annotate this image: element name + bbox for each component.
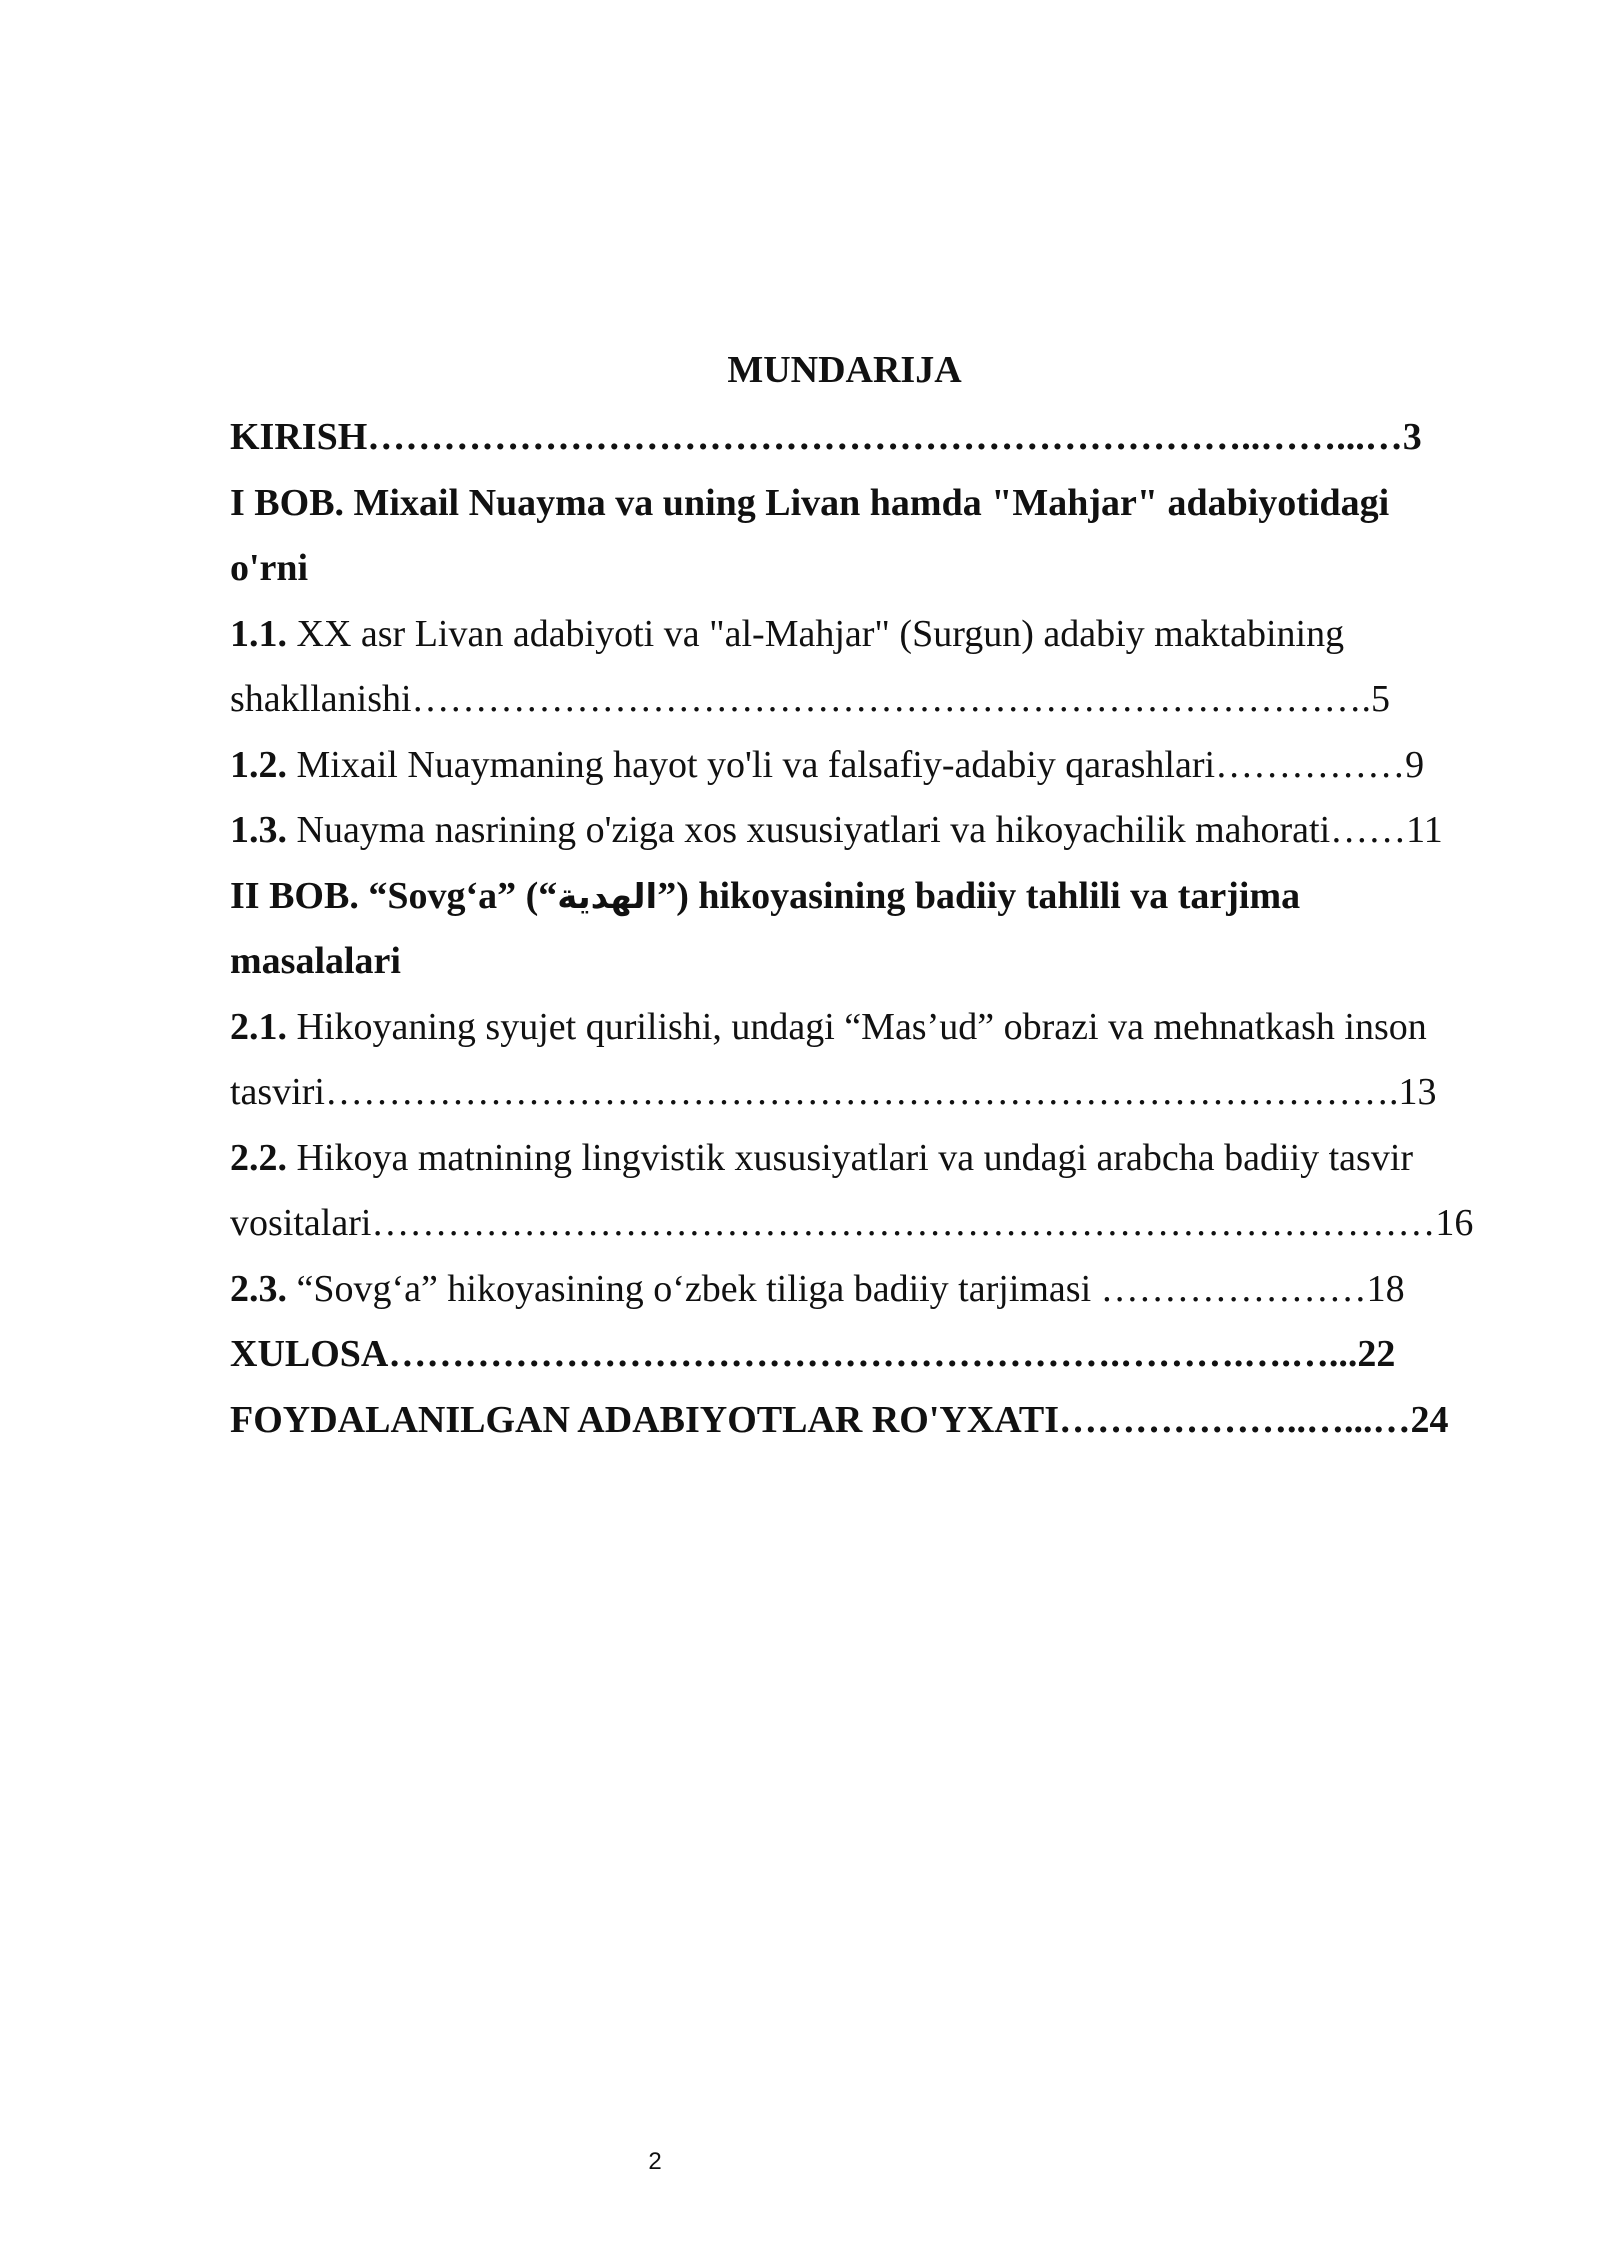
toc-leader-dots: ……………	[1215, 743, 1406, 786]
toc-chapter-text: II BOB. “Sovg‘a” (“	[230, 874, 558, 917]
toc-section-text: Mixail Nuaymaning hayot yo'li va falsafiy-adabiy qarashlari	[287, 743, 1216, 786]
arabic-title: الهدية	[557, 876, 658, 917]
toc-page-number: 3	[1402, 416, 1422, 458]
toc-section-text: XX asr Livan adabiyoti va "al-Mahjar" (Surgun) adabiy maktabining	[287, 612, 1345, 655]
toc-entry-1-1-cont	[230, 667, 1450, 733]
toc-label: FOYDALANILGAN ADABIYOTLAR RO'YXATI	[230, 1398, 1060, 1441]
toc-entry-2-1	[230, 995, 1450, 1061]
toc-leader-dots: ………………………………………………….……….….…...	[388, 1333, 1358, 1375]
toc-label: XULOSA	[230, 1333, 389, 1375]
page-title: MUNDARIJA	[727, 349, 962, 391]
toc-section-number: 2.2.	[230, 1136, 287, 1179]
toc-section-text: vositalari	[230, 1202, 372, 1244]
toc-entry-1-1	[230, 602, 1450, 668]
toc-entry-2-1-cont	[230, 1060, 1450, 1126]
toc-entry-2-2-cont	[230, 1191, 1474, 1257]
toc-section-text: tasviri	[230, 1071, 325, 1113]
toc-entry-1-3	[230, 798, 1450, 864]
toc-page-number: 9	[1405, 743, 1425, 786]
page-number: 2	[648, 2148, 662, 2175]
toc-page-number: 24	[1410, 1398, 1449, 1441]
toc-section-text: “Sovg‘a” hikoyasining o‘zbek tiliga badiiy tarjimasi	[287, 1267, 1101, 1310]
toc-chapter-1-line1: I BOB. Mixail Nuayma va uning Livan hamda "Mahjar" adabiyotidagi	[230, 481, 1390, 524]
toc-entry-1-2	[230, 733, 1450, 799]
toc-leader-dots: ………………………………………………………………………….	[324, 1071, 1399, 1113]
toc-entry-2-2	[230, 1126, 1450, 1192]
toc-chapter-text: ”) hikoyasining badiiy tahlili va tarjima	[657, 874, 1301, 917]
toc-page-number: 5	[1371, 678, 1391, 720]
toc-leader-dots: …………………	[1100, 1267, 1367, 1310]
toc-section-text: Hikoyaning syujet qurilishi, undagi “Mas’ud” obrazi va mehnatkash inson	[287, 1005, 1427, 1048]
toc-leader-dots: ………………..…...…	[1059, 1398, 1411, 1441]
toc-section-number: 1.3.	[230, 809, 287, 851]
toc-chapter-2-line1	[230, 864, 1450, 930]
toc-chapter-2-line2: masalalari	[230, 940, 401, 982]
toc-entry-2-3	[230, 1257, 1450, 1323]
toc-section-text: Nuayma nasrining o'ziga xos xususiyatlari va hikoyachilik mahorati	[287, 809, 1331, 851]
toc-section-number: 2.3.	[230, 1267, 287, 1310]
toc-chapter-1-line2: o'rni	[230, 547, 309, 589]
toc-leader-dots: …………………………………………………………………………	[371, 1202, 1436, 1244]
toc-section-text: shakllanishi	[230, 678, 412, 720]
toc-entry-adabiyotlar	[230, 1388, 1450, 1454]
toc-leader-dots: ……	[1330, 809, 1407, 851]
toc-page-number: 18	[1366, 1267, 1405, 1310]
toc-entry-kirish	[230, 405, 1450, 471]
toc-section-number: 1.1.	[230, 612, 287, 655]
toc-section-number: 2.1.	[230, 1005, 287, 1048]
toc-section-text: Hikoya matnining lingvistik xususiyatlari va undagi arabcha badiiy tasvir	[287, 1136, 1414, 1179]
toc-page-number: 13	[1398, 1071, 1437, 1113]
toc-section-number: 1.2.	[230, 743, 287, 786]
toc-label: KIRISH	[230, 416, 368, 458]
toc-leader-dots: ……………………………………………………………..……...…	[367, 416, 1403, 458]
toc-page-number: 22	[1357, 1333, 1396, 1375]
toc-entry-xulosa	[230, 1322, 1450, 1388]
toc-page-number: 16	[1435, 1202, 1474, 1244]
toc-leader-dots: ………………………………………………………………….	[411, 678, 1372, 720]
toc-page-number: 11	[1406, 809, 1443, 851]
table-of-contents	[230, 405, 1474, 1453]
